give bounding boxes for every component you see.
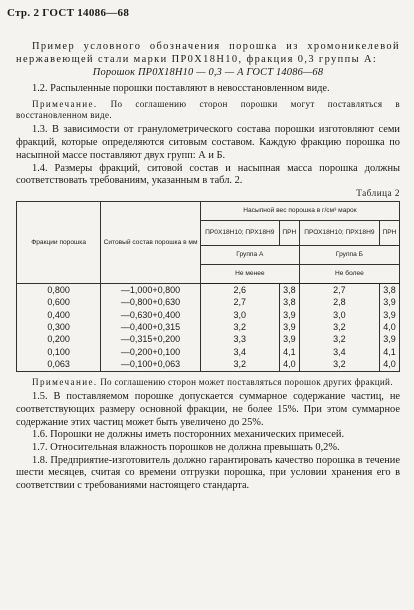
clause-1-8: 1.8. Предприятие-изготовитель должно гарантировать качество порошка в течение шести месяцев, считая со времени отгрузки порошка, при условии хранения его в соответствии с требованиями настоящего стандарта. <box>16 454 400 492</box>
fraction-cell: 0,300 <box>17 321 101 333</box>
clause-1-4: 1.4. Размеры фракций, ситовой состав и насыпная масса порошка должны соответствовать требованиям, указанным в табл. 2. <box>16 162 400 187</box>
clause-1-3: 1.3. В зависимости от гранулометрического состава порошки изготовляют семи фракций, которые определяются ситовым составом. Каждую фракцию порошка по насыпной массе поставляют двух групп: А и Б. <box>16 124 400 161</box>
group-b-prn-cell: 3,8 <box>379 284 399 297</box>
sieve-cell: —1,000+0,800 <box>101 284 201 297</box>
clause-1-2: 1.2. Распыленные порошки поставляют в невосстановленном виде. <box>32 83 330 95</box>
note-1-label: Примечание. <box>32 98 98 109</box>
group-a-prn-cell: 3,8 <box>279 284 299 297</box>
sieve-cell: —0,315+0,200 <box>101 334 201 346</box>
note-1 <box>16 99 400 122</box>
note-1-text: По соглашению сторон порошки могут поставляться в восстановленном виде. <box>16 98 400 121</box>
table-row <box>17 334 400 346</box>
group-a-grade-cell: 3,0 <box>200 309 279 321</box>
group-b-grade-cell: 2,7 <box>299 284 379 297</box>
col-header-bulk: Насыпной вес порошка в г/см³ марок <box>200 202 399 221</box>
group-b-grade-cell: 3,2 <box>299 358 379 371</box>
not-less-header: Не менее <box>200 265 299 284</box>
col-header-prn-1: ПРН <box>279 221 299 246</box>
group-a-header: Группа А <box>200 246 299 265</box>
table-row <box>17 321 400 333</box>
col-header-sieve: Ситовый состав порошка в мм <box>101 202 201 284</box>
table-row <box>17 358 400 371</box>
group-a-prn-cell: 3,9 <box>279 334 299 346</box>
fraction-cell: 0,600 <box>17 297 101 309</box>
group-a-grade-cell: 3,2 <box>200 321 279 333</box>
intro-paragraph: Пример условного обозначения порошка из хромоникелевой нержавеющей стали марки ПР0Х18Н10, фракция 0,3 группы А: <box>16 41 400 65</box>
group-b-prn-cell: 4,1 <box>379 346 399 358</box>
clause-1-6: 1.6. Порошки не должны иметь посторонних механических примесей. <box>32 429 345 441</box>
table-row <box>17 284 400 297</box>
clause-1-7: 1.7. Относительная влажность порошков не должна превышать 0,2%. <box>32 441 340 453</box>
group-a-grade-cell: 3,4 <box>200 346 279 358</box>
group-b-grade-cell: 3,4 <box>299 346 379 358</box>
note-2 <box>16 377 400 388</box>
sieve-cell: —0,400+0,315 <box>101 321 201 333</box>
group-b-prn-cell: 3,9 <box>379 309 399 321</box>
group-a-prn-cell: 4,0 <box>279 358 299 371</box>
note-2-text: По соглашению сторон может поставляться порошок других фракций. <box>100 376 393 387</box>
col-header-grade-b1: ПРОХ18Н10; ПРХ18Н9 <box>299 221 379 246</box>
group-a-prn-cell: 4,1 <box>279 346 299 358</box>
sieve-cell: —0,800+0,630 <box>101 297 201 309</box>
col-header-grade-a1: ПР0Х18Н10; ПРХ18Н9 <box>200 221 279 246</box>
group-b-prn-cell: 4,0 <box>379 321 399 333</box>
group-b-prn-cell: 4,0 <box>379 358 399 371</box>
table-row <box>17 297 400 309</box>
group-a-grade-cell: 2,6 <box>200 284 279 297</box>
group-a-prn-cell: 3,9 <box>279 321 299 333</box>
fraction-cell: 0,400 <box>17 309 101 321</box>
table-row <box>17 346 400 358</box>
group-b-grade-cell: 3,0 <box>299 309 379 321</box>
not-more-header: Не более <box>299 265 399 284</box>
group-b-grade-cell: 3,2 <box>299 321 379 333</box>
fraction-cell: 0,200 <box>17 334 101 346</box>
sieve-cell: —0,200+0,100 <box>101 346 201 358</box>
group-b-header: Группа Б <box>299 246 399 265</box>
note-2-label: Примечание. <box>32 376 98 387</box>
page-content <box>16 41 400 493</box>
group-a-grade-cell: 3,2 <box>200 358 279 371</box>
clause-1-5: 1.5. В поставляемом порошке допускается суммарное содержание частиц, не соответствующих размеру основной фракции, не более 15%. При этом суммарное содержание этих частиц может быть увеличено до 25%. <box>16 391 400 428</box>
group-b-grade-cell: 3,2 <box>299 334 379 346</box>
fraction-cell: 0,800 <box>17 284 101 297</box>
fraction-cell: 0,100 <box>17 346 101 358</box>
sieve-cell: —0,100+0,063 <box>101 358 201 371</box>
table-row <box>17 309 400 321</box>
group-b-prn-cell: 3,9 <box>379 334 399 346</box>
designation-formula: Порошок ПР0Х18Н10 — 0,3 — А ГОСТ 14086—68 <box>92 67 324 79</box>
sieve-cell: —0,630+0,400 <box>101 309 201 321</box>
group-a-grade-cell: 2,7 <box>200 297 279 309</box>
group-a-prn-cell: 3,9 <box>279 309 299 321</box>
group-b-grade-cell: 2,8 <box>299 297 379 309</box>
table-caption: Таблица 2 <box>356 187 400 198</box>
group-b-prn-cell: 3,9 <box>379 297 399 309</box>
fractions-table <box>16 201 400 372</box>
col-header-prn-2: ПРН <box>379 221 399 246</box>
page-header: Стр. 2 ГОСТ 14086—68 <box>7 7 130 19</box>
fraction-cell: 0,063 <box>17 358 101 371</box>
group-a-grade-cell: 3,3 <box>200 334 279 346</box>
group-a-prn-cell: 3,8 <box>279 297 299 309</box>
col-header-fraction: Фракции порошка <box>17 202 101 284</box>
